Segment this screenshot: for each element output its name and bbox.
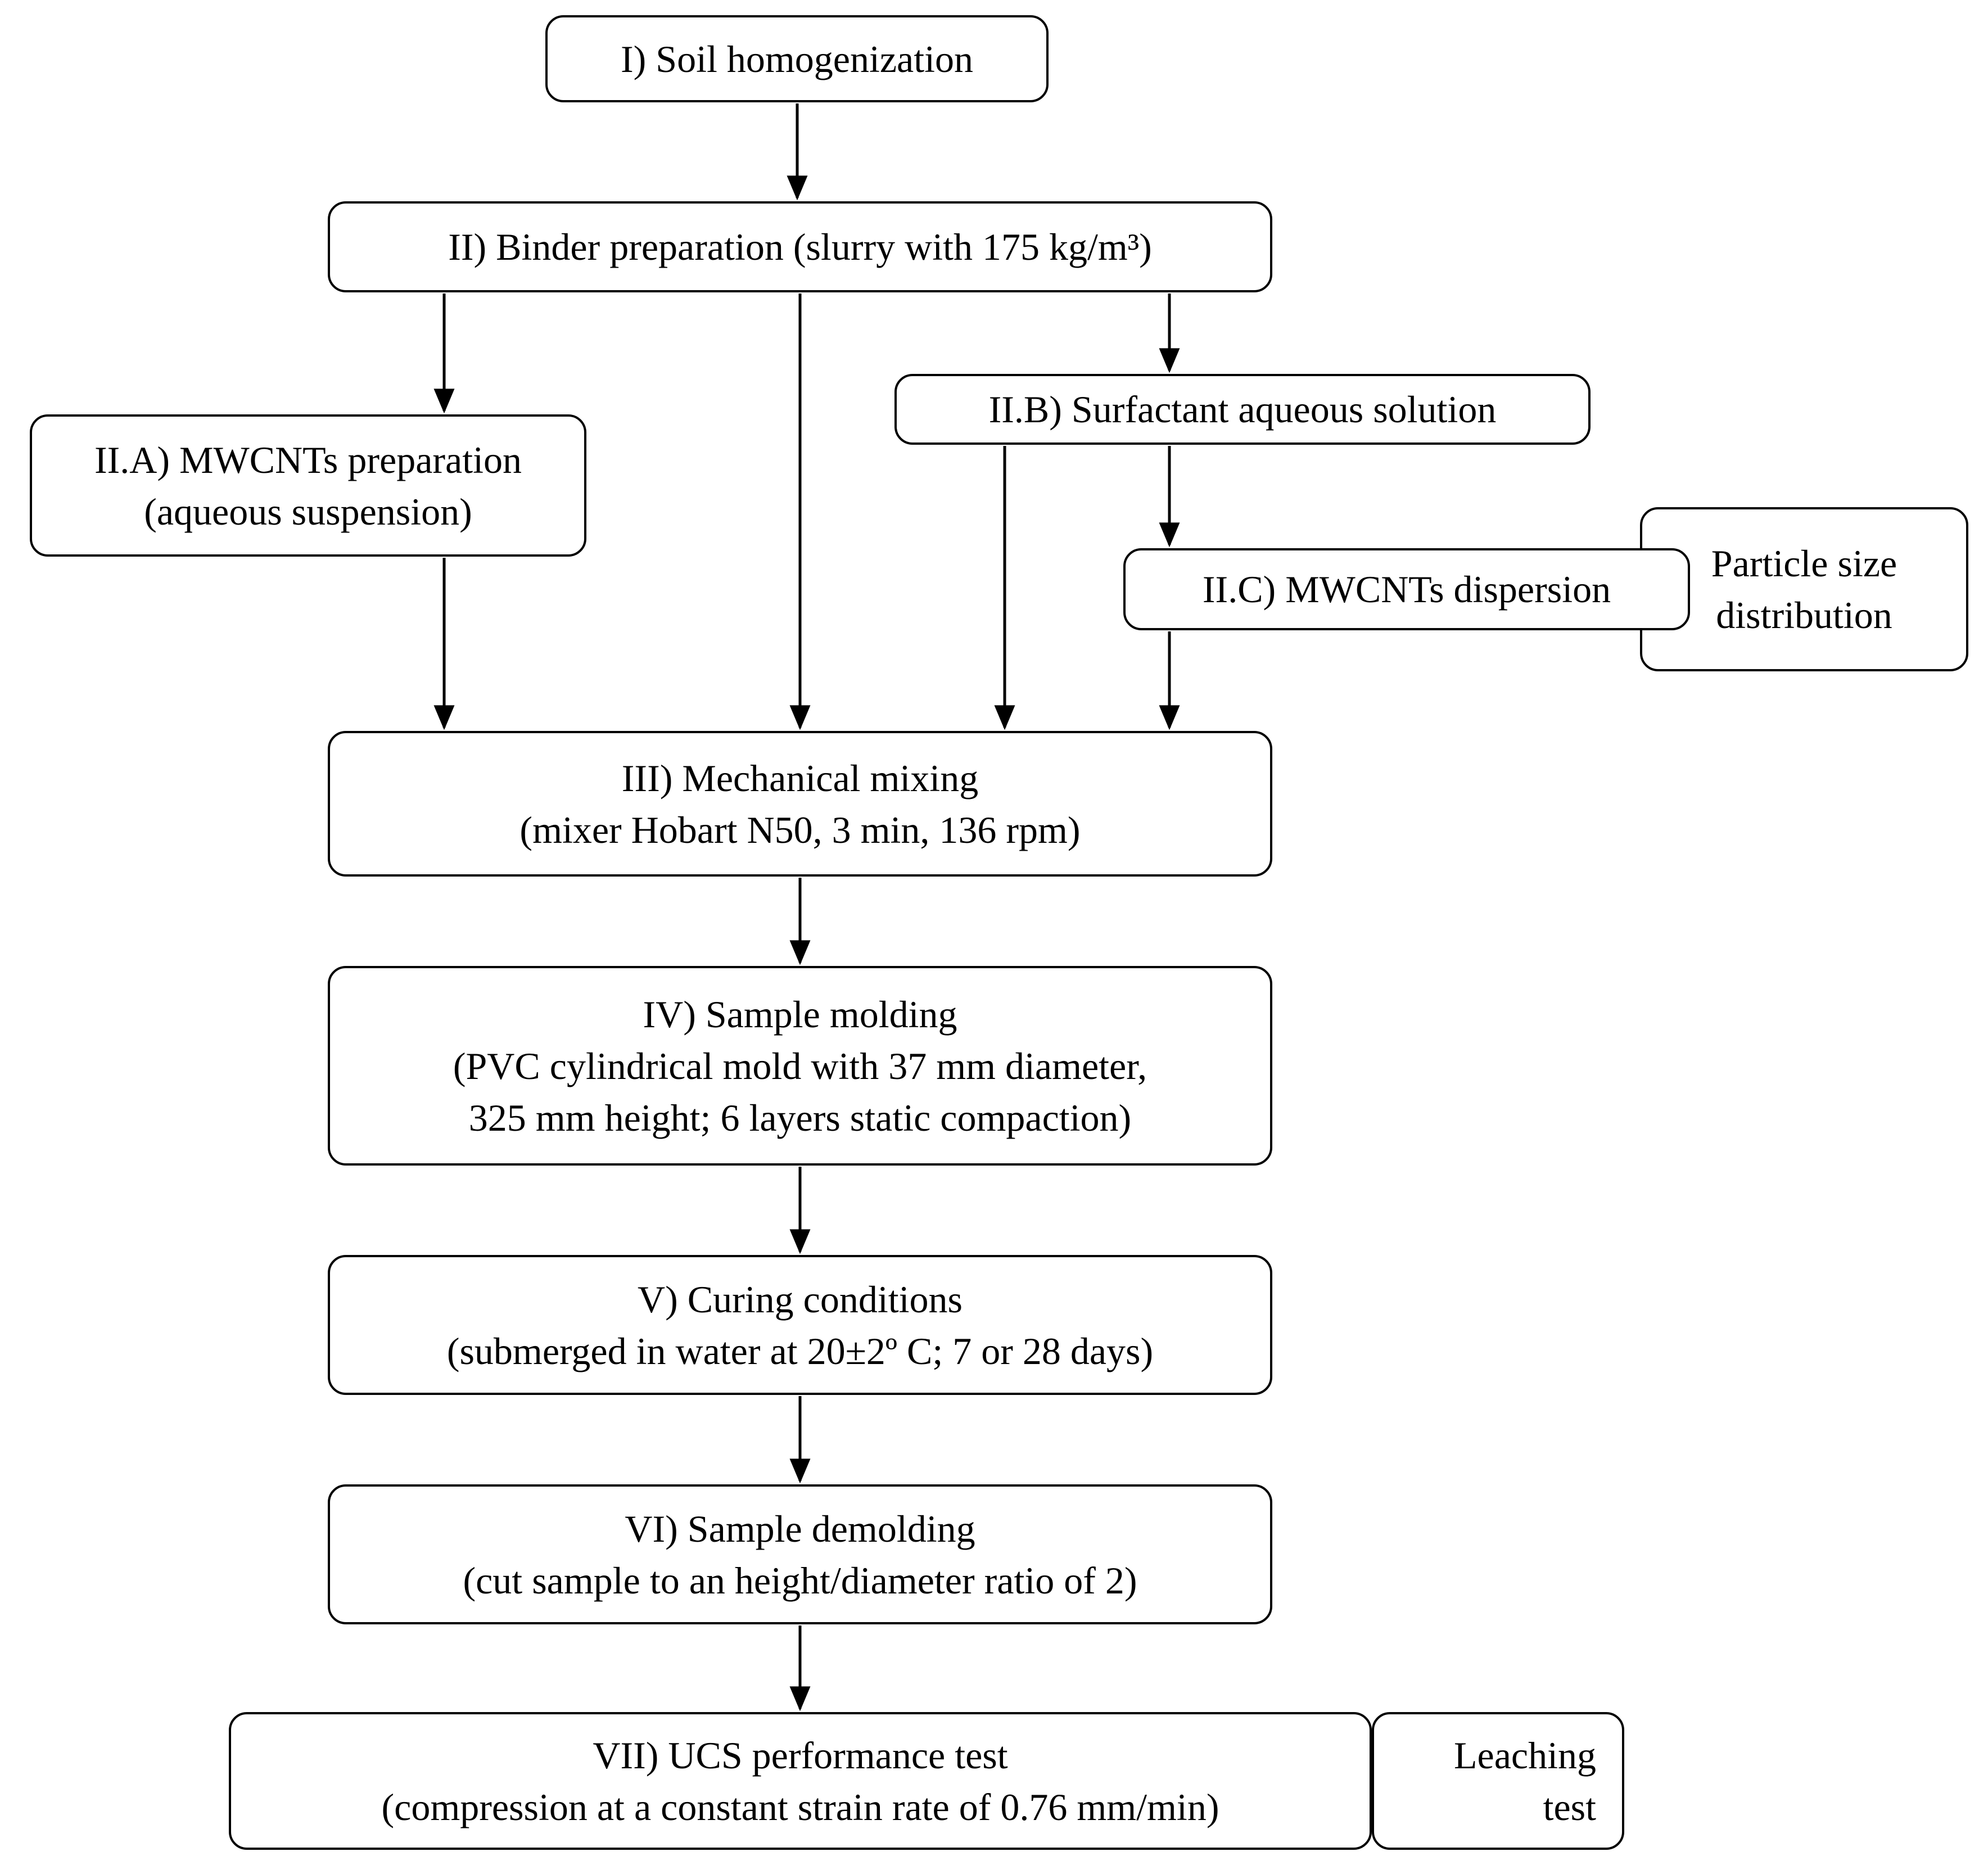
node-step6-sample-demolding — [328, 1484, 1272, 1624]
node-step2a-mwcnts-preparation — [30, 414, 586, 557]
node-line: (mixer Hobart N50, 3 min, 136 rpm) — [519, 808, 1081, 851]
node-line: VII) UCS performance test — [593, 1733, 1008, 1777]
node-line: (aqueous suspension) — [144, 490, 472, 533]
node-line: (compression at a constant strain rate of 0.76 mm/min) — [381, 1785, 1219, 1828]
node-leaching-test — [1372, 1712, 1624, 1850]
node-line: (cut sample to an height/diameter ratio of 2) — [463, 1559, 1137, 1602]
node-step7-ucs-performance-test — [229, 1712, 1372, 1850]
node-line: (PVC cylindrical mold with 37 mm diameter, — [453, 1044, 1147, 1087]
node-line: Leaching — [1454, 1733, 1596, 1777]
node-line: VI) Sample demolding — [625, 1507, 975, 1550]
node-line: distribution — [1716, 594, 1892, 636]
node-line: II) Binder preparation (slurry with 175 kg/m³) — [448, 225, 1152, 268]
node-step1-soil-homogenization — [545, 15, 1049, 102]
node-line: test — [1543, 1785, 1596, 1828]
node-step2-binder-preparation — [328, 201, 1272, 292]
node-line: II.B) Surfactant aqueous solution — [988, 388, 1497, 431]
node-line: II.A) MWCNTs preparation — [94, 438, 522, 481]
node-step3-mechanical-mixing — [328, 731, 1272, 877]
node-line: II.C) MWCNTs dispersion — [1202, 568, 1611, 611]
node-line: (submerged in water at 20±2º C; 7 or 28 days) — [446, 1329, 1154, 1372]
node-line: V) Curing conditions — [638, 1277, 963, 1321]
node-line: I) Soil homogenization — [620, 37, 973, 80]
node-step2c-mwcnts-dispersion — [1123, 548, 1690, 630]
node-line: Particle size — [1711, 542, 1897, 585]
node-step5-curing-conditions — [328, 1255, 1272, 1395]
node-line: 325 mm height; 6 layers static compaction) — [468, 1096, 1132, 1139]
node-line: IV) Sample molding — [643, 992, 957, 1036]
node-line: III) Mechanical mixing — [621, 756, 979, 800]
node-step2b-surfactant-solution — [894, 374, 1591, 445]
node-step4-sample-molding — [328, 966, 1272, 1166]
